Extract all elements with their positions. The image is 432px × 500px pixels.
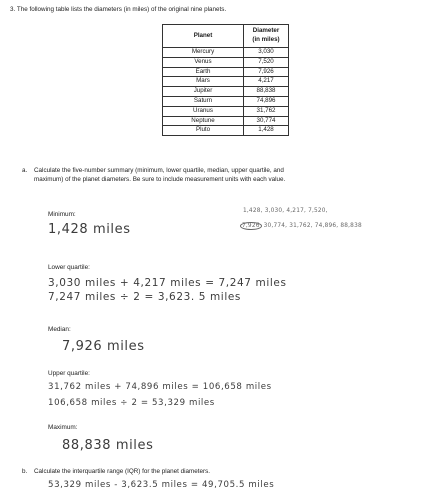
planet-diameter: 74,896 — [244, 96, 289, 106]
header-diameter-line2: (in miles) — [252, 36, 280, 43]
scratch-value: 3,030, — [264, 208, 285, 214]
header-diameter — [244, 25, 289, 48]
part-b-marker: b. — [22, 468, 28, 475]
scratch-value: 7,520, — [308, 208, 328, 214]
table-row — [163, 77, 289, 87]
part-a-prompt-line1: Calculate the five-number summary (minimum, lower quartile, median, upper quartile, and — [34, 167, 284, 174]
table-row — [163, 116, 289, 126]
planet-diameter-table — [162, 24, 289, 136]
lower-quartile-label: Lower quartile: — [48, 264, 90, 271]
planet-name: Saturn — [163, 96, 244, 106]
planet-diameter: 4,217 — [244, 77, 289, 87]
part-a-prompt-line2: maximum) of the planet diameters. Be sure to include measurement units with each value. — [34, 176, 286, 183]
median-answer: 7,926 miles — [62, 339, 145, 354]
planet-name: Neptune — [163, 116, 244, 126]
scratch-value: 30,774, 31,762, 74,896, 88,838 — [263, 223, 362, 229]
part-b-prompt-text: Calculate the interquartile range (IQR) for the planet diameters. — [34, 468, 211, 475]
planet-diameter: 31,762 — [244, 106, 289, 116]
lower-quartile-work-line2: 7,247 miles ÷ 2 = 3,623. 5 miles — [48, 291, 241, 303]
upper-quartile-work-line2: 106,658 miles ÷ 2 = 53,329 miles — [48, 398, 215, 408]
minimum-label: Minimum: — [48, 211, 76, 218]
upper-quartile-work-line1: 31,762 miles + 74,896 miles = 106,658 miles — [48, 382, 272, 392]
question-heading — [10, 6, 226, 13]
header-diameter-line1: Diameter — [252, 27, 280, 35]
table-header-row — [163, 25, 289, 48]
question-number: 3. — [10, 6, 16, 13]
planet-name: Pluto — [163, 126, 244, 136]
maximum-answer: 88,838 miles — [62, 438, 154, 453]
planet-diameter: 7,926 — [244, 67, 289, 77]
planet-diameter: 1,428 — [244, 126, 289, 136]
planet-name: Jupiter — [163, 87, 244, 97]
table-row — [163, 106, 289, 116]
table-row — [163, 57, 289, 67]
table-row — [163, 96, 289, 106]
part-a-prompt — [22, 166, 286, 184]
scratch-value: 4,217, — [286, 208, 307, 214]
planet-name: Earth — [163, 67, 244, 77]
planet-diameter: 3,030 — [244, 48, 289, 58]
lower-quartile-work-line1: 3,030 miles + 4,217 miles = 7,247 miles — [48, 277, 287, 289]
scratch-sorted-line1 — [243, 208, 328, 214]
planet-name: Mercury — [163, 48, 244, 58]
planet-name: Uranus — [163, 106, 244, 116]
planet-diameter: 7,520 — [244, 57, 289, 67]
header-planet: Planet — [163, 25, 244, 48]
question-text: The following table lists the diameters (in miles) of the original nine planets. — [16, 6, 227, 13]
planet-name: Venus — [163, 57, 244, 67]
table-row — [163, 126, 289, 136]
median-label: Median: — [48, 326, 71, 333]
planet-diameter: 30,774 — [244, 116, 289, 126]
scratch-sorted-line2 — [240, 223, 362, 229]
table-row — [163, 87, 289, 97]
scratch-value: 1,428, — [243, 208, 263, 214]
part-a-marker: a. — [22, 167, 28, 174]
part-b-prompt — [22, 467, 211, 476]
table-row — [163, 67, 289, 77]
minimum-answer: 1,428 miles — [48, 222, 131, 237]
upper-quartile-label: Upper quartile: — [48, 370, 90, 377]
part-b-work: 53,329 miles - 3,623.5 miles = 49,705.5 miles — [48, 480, 275, 490]
table-row — [163, 48, 289, 58]
scratch-median-circled: 7,926 — [242, 223, 260, 229]
planet-diameter: 88,838 — [244, 87, 289, 97]
maximum-label: Maximum: — [48, 424, 78, 431]
planet-name: Mars — [163, 77, 244, 87]
